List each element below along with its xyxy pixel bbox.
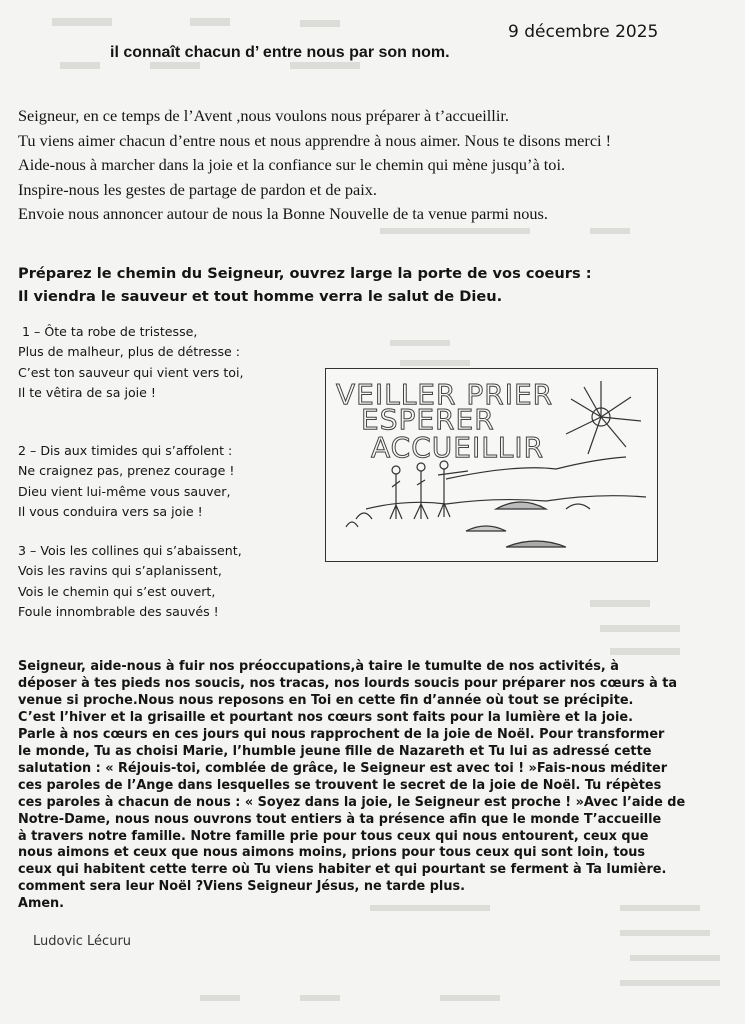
intro-prayer (18, 104, 733, 227)
prayer-line: comment sera leur Noël ?Viens Seigneur Jésus, ne tarde plus. (18, 879, 465, 895)
verse-line: 1 – Ôte ta robe de tristesse, (22, 324, 198, 339)
song-verse-3 (18, 541, 242, 622)
prayer-line: salutation : « Réjouis-toi, comblée de grâce, le Seigneur est avec toi ! »Fais-nous méditer (18, 760, 668, 776)
illustration-word-1: VEILLER PRIER (336, 378, 554, 411)
verse-line: Dieu vient lui-même vous sauver, (18, 483, 231, 499)
closing-prayer (18, 659, 736, 913)
advent-illustration (325, 368, 658, 562)
pilgrims-landscape (346, 457, 646, 547)
prayer-line: Amen. (18, 896, 65, 912)
intro-line: Tu viens aimer chacun d’entre nous et nous apprendre à nous aimer. Nous te disons merci ! (18, 130, 612, 150)
verse-line: Vois le chemin qui s’est ouvert, (18, 583, 216, 599)
prayer-line: Parle à nos cœurs en ces jours qui nous rapprochent de la joie de Noël. Pour transformer (18, 726, 665, 742)
illustration-word-2: ESPERER (361, 403, 495, 436)
illustration-drawing (326, 369, 656, 560)
intro-line: Inspire-nous les gestes de partage de pardon et de paix. (18, 179, 377, 199)
prayer-line: déposer à tes pieds nos soucis, nos tracas, nos lourds soucis pour préparer nos cœurs à ta (18, 675, 678, 691)
verse-line: Vois les ravins qui s’aplanissent, (18, 563, 222, 579)
prayer-line: Seigneur, aide-nous à fuir nos préoccupations,à taire le tumulte de nos activités, à (18, 659, 619, 674)
verse-line: Foule innombrable des sauvés ! (18, 603, 219, 619)
prayer-line: ces paroles de l’Ange dans lesquelles se trouvent le secret de la joie de Noël. Tu répètes (18, 777, 662, 793)
intro-line: Aide-nous à marcher dans la joie et la confiance sur le chemin qui mène jusqu’à toi. (18, 155, 566, 174)
document-date: 9 décembre 2025 (508, 22, 659, 42)
prayer-line: ces paroles à chacun de nous : « Soyez dans la joie, le Seigneur est proche ! »Avec l’aide de (18, 794, 686, 810)
prayer-line: ceux qui habitent cette terre où Tu viens habiter et qui pourtant se ferment à Ta lumière. (18, 862, 667, 878)
prayer-line: Notre-Dame, nous nous ouvrons tout entiers à ta présence afin que le monde T’accueille (18, 811, 662, 827)
intro-line: Seigneur, en ce temps de l’Avent ,nous voulons nous préparer à t’accueillir. (18, 106, 509, 125)
verse-line: C’est ton sauveur qui vient vers toi, (18, 364, 244, 380)
verse-line: Plus de malheur, plus de détresse : (18, 344, 240, 360)
refrain-line: Il viendra le sauveur et tout homme verra le salut de Dieu. (18, 288, 503, 305)
prayer-line: à travers notre famille. Notre famille prie pour tous ceux qui nous entourent, ceux que (18, 828, 649, 844)
prayer-line: C’est l’hiver et la grisaille et pourtant nos cœurs sont faits pour la lumière et la joie. (18, 709, 633, 725)
song-verse-2 (18, 441, 234, 522)
prayer-line: nous aimons et ceux que nous aimons moins, prions pour tous ceux qui sont loin, tous (18, 845, 646, 861)
verse-line: 2 – Dis aux timides qui s’affolent : (18, 443, 233, 458)
prayer-line: le monde, Tu as choisi Marie, l’humble jeune fille de Nazareth et Tu lui as adressé cette (18, 743, 652, 759)
verse-line: Il vous conduira vers sa joie ! (18, 503, 203, 519)
document-title: il connaît chacun d’ entre nous par son nom. (110, 44, 450, 61)
prayer-line: venue si proche.Nous nous reposons en Toi en cette fin d’année où tout se précipite. (18, 692, 634, 708)
verse-line: 3 – Vois les collines qui s’abaissent, (18, 543, 242, 558)
sun-icon (566, 381, 641, 454)
song-refrain (18, 262, 592, 308)
illustration-word-3: ACCUEILLIR (371, 431, 545, 464)
song-verse-1 (18, 322, 244, 403)
intro-line: Envoie nous annoncer autour de nous la Bonne Nouvelle de ta venue parmi nous. (18, 204, 548, 223)
author-name: Ludovic Lécuru (33, 934, 132, 949)
verse-line: Il te vêtira de sa joie ! (18, 384, 156, 400)
refrain-line: Préparez le chemin du Seigneur, ouvrez large la porte de vos coeurs : (18, 265, 592, 282)
verse-line: Ne craignez pas, prenez courage ! (18, 463, 235, 479)
